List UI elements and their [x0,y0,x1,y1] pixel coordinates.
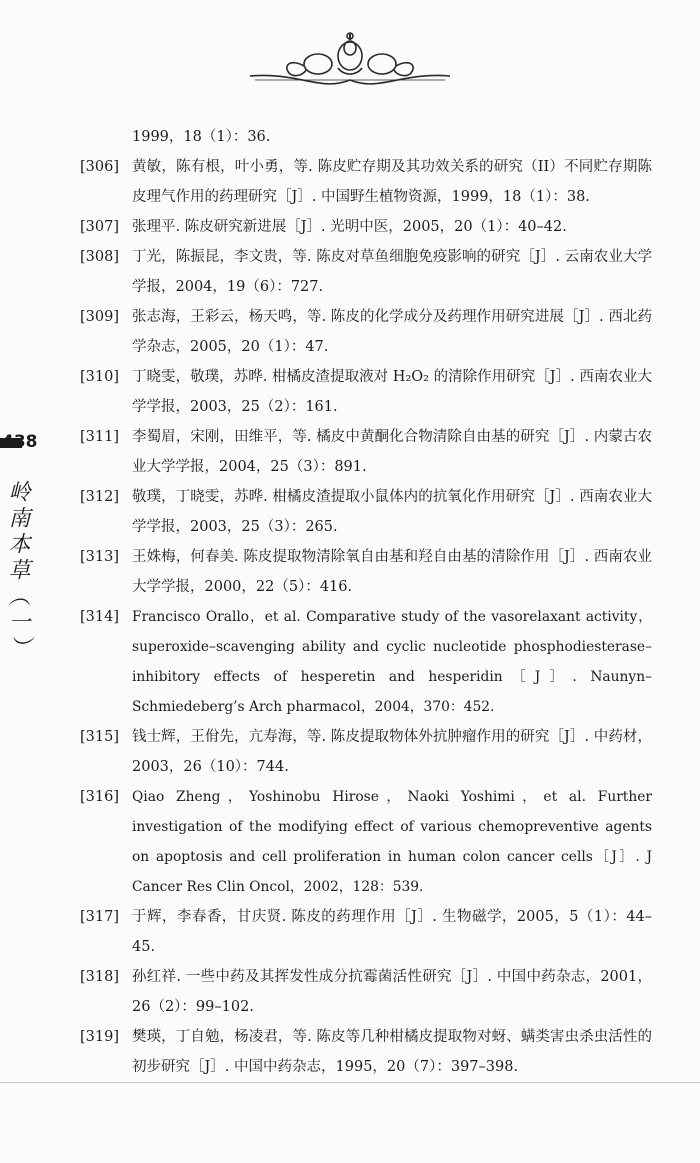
reference-item [80,152,652,212]
book-title: 岭南本草（一） [5,480,30,662]
reference-item [80,722,652,782]
reference-item [80,212,652,242]
reference-number: [319] [80,1029,119,1045]
reference-continuation: 1999，18（1）：36. [132,129,271,145]
reference-text: 钱士辉，王佾先，亢寿海，等. 陈皮提取物体外抗肿瘤作用的研究［J］. 中药材，2003，26（10）：744. [132,729,652,775]
reference-text: 丁晓雯，敬璞，苏晔. 柑橘皮渣提取液对 H₂O₂ 的清除作用研究［J］. 西南农业大学学报，2003，25（2）：161. [132,369,652,415]
reference-item [80,782,652,902]
reference-item [80,302,652,362]
reference-number: [312] [80,489,119,505]
reference-text: Qiao Zheng，Yoshinobu Hirose，Naoki Yoshimi，et al. Further investigation of the modifying effect of various chemopreventive agents on apoptosis and cell proliferation in human colon cancer cells［J］. J Cancer Res Clin Oncol，2002，128：539. [132,789,652,895]
reference-text: 王姝梅，何春美. 陈皮提取物清除氧自由基和羟自由基的清除作用［J］. 西南农业大学学报，2000，22（5）：416. [132,549,652,595]
reference-number: [310] [80,369,119,385]
reference-text: 樊瑛，丁自勉，杨凌君，等. 陈皮等几种柑橘皮提取物对蚜、螨类害虫杀虫活性的初步研究［J］. 中国中药杂志，1995，20（7）：397–398. [132,1029,652,1075]
reference-text: 张理平. 陈皮研究新进展［J］. 光明中医，2005，20（1）：40–42. [132,219,567,235]
reference-item [80,902,652,962]
page-number: 438 [2,432,38,452]
reference-number: [315] [80,729,119,745]
reference-number: [308] [80,249,119,265]
reference-item [80,362,652,422]
reference-item [80,482,652,542]
reference-item [80,602,652,722]
reference-number: [316] [80,789,119,805]
reference-list [80,122,652,1082]
reference-item [80,1022,652,1082]
reference-number: [309] [80,309,119,325]
reference-number: [307] [80,219,119,235]
reference-text: 李蜀眉，宋刚，田维平，等. 橘皮中黄酮化合物清除自由基的研究［J］. 内蒙古农业大学学报，2004，25（3）：891. [132,429,652,475]
reference-number: [313] [80,549,119,565]
reference-text: 丁光，陈振昆，李文贵，等. 陈皮对草鱼细胞免疫影响的研究［J］. 云南农业大学学报，2004，19（6）：727. [132,249,652,295]
reference-item [80,962,652,1022]
reference-number: [317] [80,909,119,925]
reference-text: 孙红祥. 一些中药及其挥发性成分抗霉菌活性研究［J］. 中国中药杂志，2001，26（2）：99–102. [132,969,652,1015]
reference-text: 张志海，王彩云，杨天鸣，等. 陈皮的化学成分及药理作用研究进展［J］. 西北药学杂志，2005，20（1）：47. [132,309,652,355]
reference-text: Francisco Orallo，et al. Comparative study of the vasorelaxant activity，superoxide–scavenging ability and cyclic nucleotide phosphodiesterase–inhibitory effects of hesperetin and hesperidin［J］. Naunyn–Schmiedeberg’s Arch pharmacol，2004，370：452. [132,609,652,715]
reference-item [80,242,652,302]
reference-number: [318] [80,969,119,985]
reference-number: [311] [80,429,119,445]
reference-item [80,422,652,482]
reference-number: [306] [80,159,119,175]
reference-text: 于辉，李春香，甘庆贤. 陈皮的药理作用［J］. 生物磁学，2005，5（1）：44–45. [132,909,652,955]
reference-text: 敬璞，丁晓雯，苏晔. 柑橘皮渣提取小鼠体内的抗氧化作用研究［J］. 西南农业大学学报，2003，25（3）：265. [132,489,652,535]
bottom-rule [0,1082,700,1083]
reference-number: [314] [80,609,119,625]
header-ornament [0,0,700,110]
reference-text: 黄敏，陈有根，叶小勇，等. 陈皮贮存期及其功效关系的研究（II）不同贮存期陈皮理气作用的药理研究［J］. 中国野生植物资源，1999，18（1）：38. [132,159,652,205]
reference-item [80,542,652,602]
